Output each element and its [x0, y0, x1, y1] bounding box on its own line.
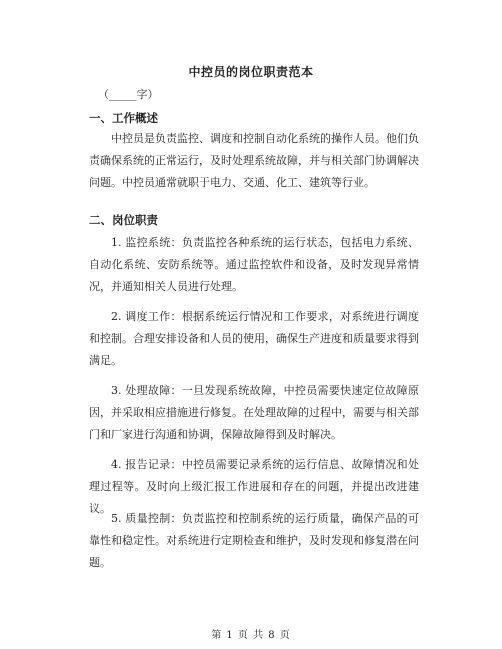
document-title: 中控员的岗位职责范本: [188, 65, 314, 79]
duty-item-dispatch: 2. 调度工作：根据系统运行情况和工作要求，对系统进行调度和控制。合理安排设备和人员的使用，确保生产进度和质量要求得到满足。: [89, 310, 419, 367]
duty-item-quality-control: 5. 质量控制：负责监控和控制系统的运行质量，确保产品的可靠性和稳定性。对系统进行定期检查和维护，及时发现和修复潜在问题。: [89, 512, 419, 569]
section-heading-duties: 二、岗位职责: [89, 213, 158, 227]
page-footer: 第 1 页 共 8 页: [211, 630, 291, 641]
section-heading-overview: 一、工作概述: [89, 111, 158, 125]
word-count-line: （_____字）: [98, 88, 159, 101]
duty-item-monitoring: 1. 监控系统：负责监控各种系统的运行状态，包括电力系统、自动化系统、安防系统等。通过监控软件和设备，及时发现异常情况，并通知相关人员进行处理。: [89, 236, 419, 293]
overview-paragraph: 中控员是负责监控、调度和控制自动化系统的操作人员。他们负责确保系统的正常运行，及时处理系统故障，并与相关部门协调解决问题。中控员通常就职于电力、交通、化工、建筑等行业。: [89, 132, 419, 189]
duty-item-reporting: 4. 报告记录：中控员需要记录系统的运行信息、故障情况和处理过程等。及时向上级汇报工作进展和存在的问题，并提出改进建议。: [89, 458, 419, 515]
duty-item-troubleshooting: 3. 处理故障：一旦发现系统故障，中控员需要快速定位故障原因，并采取相应措施进行修复。在处理故障的过程中，需要与相关部门和厂家进行沟通和协调，保障故障得到及时解决。: [89, 384, 419, 441]
